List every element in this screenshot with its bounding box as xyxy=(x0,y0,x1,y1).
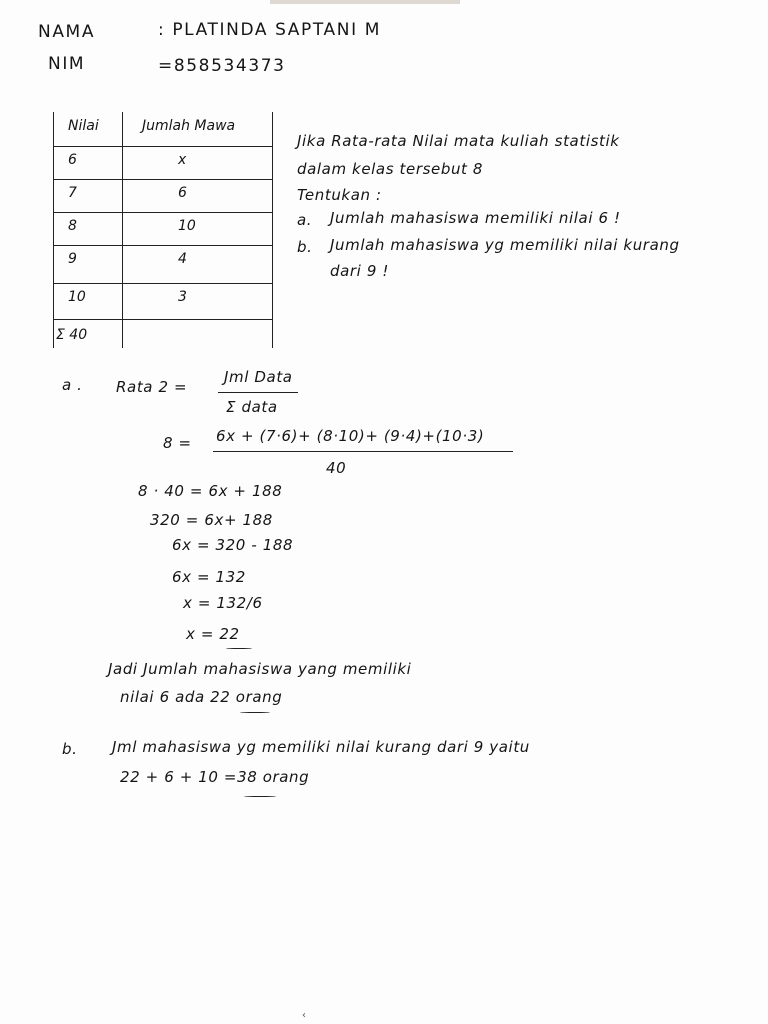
header-jumlah: Jumlah Mawa xyxy=(142,118,236,134)
table-row xyxy=(54,245,272,284)
problem-item-label: b. xyxy=(297,238,313,256)
problem-line: Tentukan : xyxy=(297,186,382,204)
table-header-row xyxy=(54,112,272,147)
paper-smudge xyxy=(270,0,460,4)
solution-b-label: b. xyxy=(62,740,78,758)
equation-denominator: 40 xyxy=(326,459,347,477)
table-total-row xyxy=(54,319,272,348)
header-nilai: Nilai xyxy=(68,118,99,134)
step-line: 320 = 6x+ 188 xyxy=(150,511,273,529)
table-row xyxy=(54,212,272,246)
problem-item-label: a. xyxy=(297,211,313,229)
table-cell-nilai: 10 xyxy=(68,289,86,305)
table-cell-nilai: 8 xyxy=(68,218,77,234)
step-line: x = 132/6 xyxy=(183,594,263,612)
conclusion-line: nilai 6 ada 22 orang xyxy=(120,688,283,706)
nim-value: =858534373 xyxy=(158,56,286,76)
step-line: 8 · 40 = 6x + 188 xyxy=(138,482,283,500)
equation-numerator: 6x + (7·6)+ (8·10)+ (9·4)+(10·3) xyxy=(216,427,485,445)
problem-line: dalam kelas tersebut 8 xyxy=(297,160,484,178)
conclusion-line: Jadi Jumlah mahasiswa yang memiliki xyxy=(108,660,412,678)
answer-underline xyxy=(226,648,252,649)
fraction-numerator: Jml Data xyxy=(224,368,293,386)
solution-b-text: Jml mahasiswa yg memiliki nilai kurang dari 9 yaitu xyxy=(112,738,530,756)
problem-item-text: Jumlah mahasiswa memiliki nilai 6 ! xyxy=(330,209,621,227)
equation-lhs: 8 = xyxy=(163,434,192,452)
table-cell-nilai: 9 xyxy=(68,251,77,267)
problem-item-text: dari 9 ! xyxy=(330,262,389,280)
table-cell-nilai: 7 xyxy=(68,185,77,201)
score-table xyxy=(53,112,273,348)
table-cell-jumlah: x xyxy=(178,152,187,168)
problem-line: Jika Rata-rata Nilai mata kuliah statistik xyxy=(297,132,620,150)
table-cell-jumlah: 6 xyxy=(178,185,187,201)
table-cell-jumlah: 4 xyxy=(178,251,187,267)
table-cell-jumlah: 10 xyxy=(178,218,196,234)
equation-bar xyxy=(213,451,513,452)
step-line: 6x = 320 - 188 xyxy=(172,536,294,554)
table-cell-nilai: 6 xyxy=(68,152,77,168)
table-row xyxy=(54,146,272,180)
solution-a-label: a . xyxy=(62,376,83,394)
fraction-denominator: Σ data xyxy=(226,398,278,416)
table-row xyxy=(54,283,272,320)
answer-underline xyxy=(240,712,270,713)
table-total: Σ 40 xyxy=(56,327,88,343)
rata-label: Rata 2 = xyxy=(116,378,188,396)
problem-item-text: Jumlah mahasiswa yg memiliki nilai kurang xyxy=(330,236,680,254)
step-line: 6x = 132 xyxy=(172,568,246,586)
table-cell-jumlah: 3 xyxy=(178,289,187,305)
nama-label: NAMA xyxy=(38,22,96,42)
solution-b-calc: 22 + 6 + 10 =38 orang xyxy=(120,768,310,786)
nim-label: NIM xyxy=(48,54,86,74)
step-line: x = 22 xyxy=(186,625,240,643)
table-row xyxy=(54,179,272,213)
nama-value: : PLATINDA SAPTANI M xyxy=(158,20,381,40)
answer-underline xyxy=(244,796,276,797)
page-mark: ‹ xyxy=(302,1010,306,1021)
fraction-bar xyxy=(218,392,298,393)
